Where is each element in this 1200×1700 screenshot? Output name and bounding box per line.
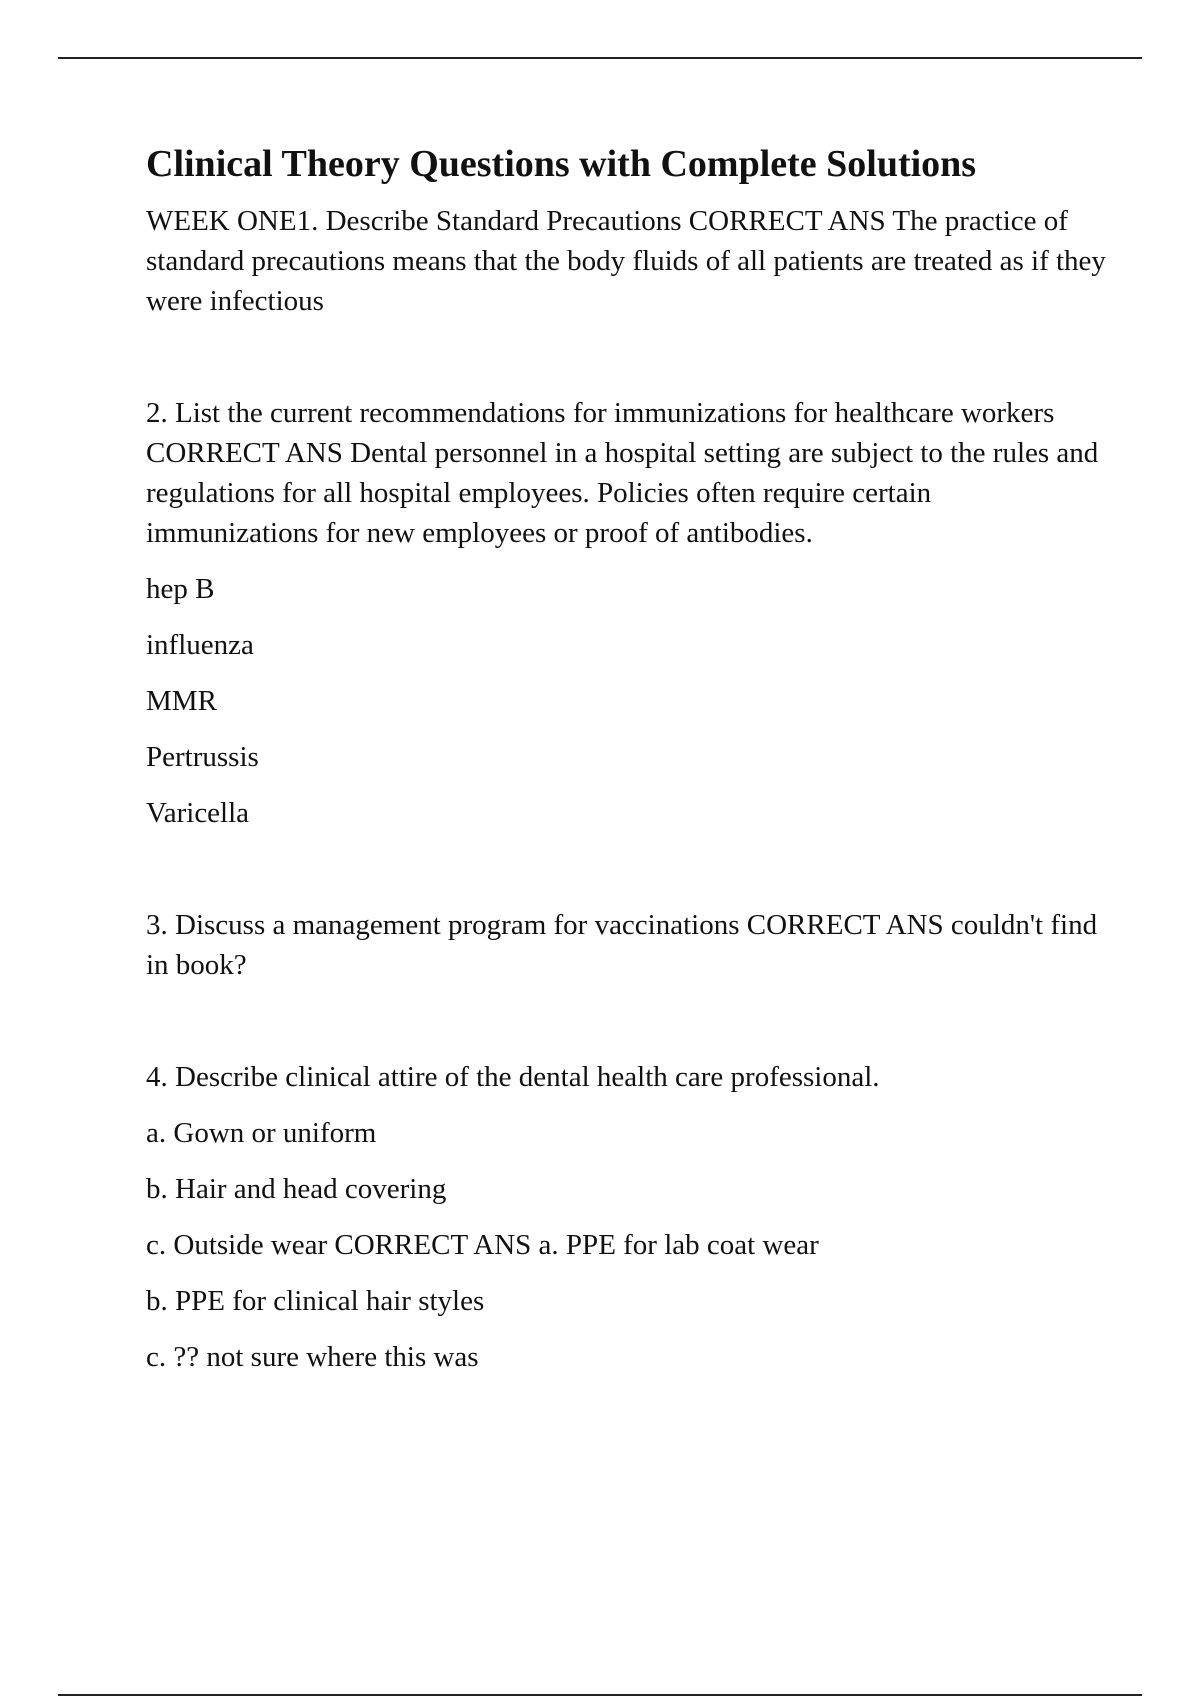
question-3: 3. Discuss a management program for vaccinations CORRECT ANS couldn't find in book? <box>146 909 1098 982</box>
list-item: a. Gown or uniform <box>146 1117 377 1150</box>
bottom-rule <box>58 1694 1142 1696</box>
question-1: WEEK ONE1. Describe Standard Precautions CORRECT ANS The practice of standard precautions means that the body fluids of all patients are treated as if they were infectious <box>146 205 1106 318</box>
list-item: c. Outside wear CORRECT ANS a. PPE for lab coat wear <box>146 1229 819 1262</box>
list-item: b. PPE for clinical hair styles <box>146 1285 485 1318</box>
question-4: 4. Describe clinical attire of the dental health care professional. <box>146 1061 880 1094</box>
list-item: Varicella <box>146 797 250 830</box>
list-item: b. Hair and head covering <box>146 1173 447 1206</box>
top-rule <box>58 57 1142 59</box>
list-item: Pertrussis <box>146 741 259 774</box>
document-title: Clinical Theory Questions with Complete Solutions <box>146 143 977 185</box>
list-item: hep B <box>146 573 215 606</box>
question-2: 2. List the current recommendations for immunizations for healthcare workers CORRECT ANS Dental personnel in a hospital setting are subject to the rules and regulations for all hospital employees. Policies often require certain immunizations for new employees or proof of antibodies. <box>146 397 1099 550</box>
list-item: MMR <box>146 685 217 718</box>
list-item: influenza <box>146 629 254 662</box>
list-item: c. ?? not sure where this was <box>146 1341 479 1374</box>
document-body <box>146 140 1106 1377</box>
